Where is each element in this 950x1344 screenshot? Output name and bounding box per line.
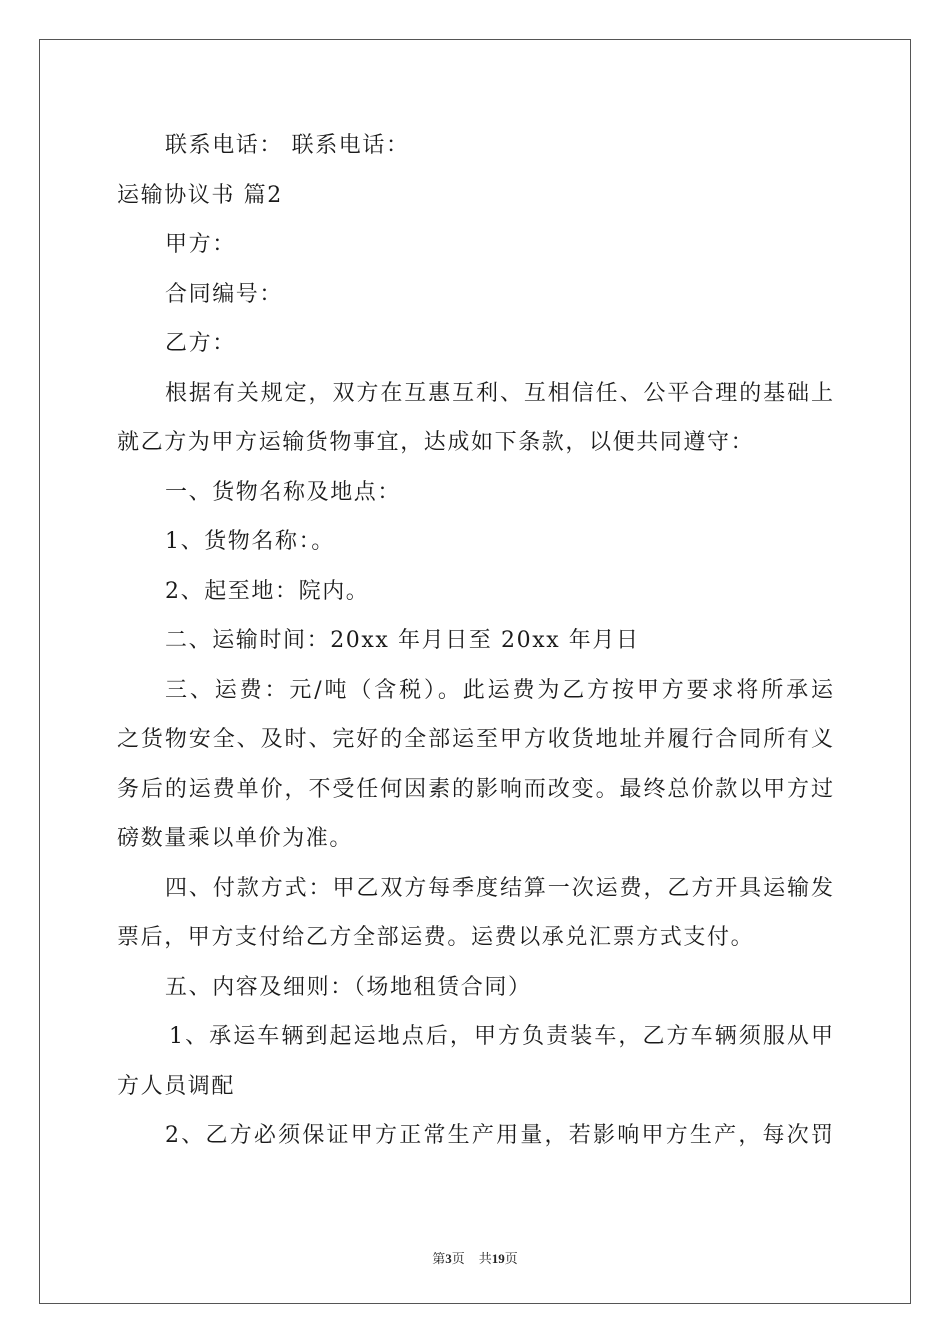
page-unit: 页 [451, 1251, 465, 1266]
paragraph-line: 就乙方为甲方运输货物事宜，达成如下条款，以便共同遵守： [117, 430, 755, 455]
paragraph-line: 根据有关规定，双方在互惠互利、互相信任、公平合理的基础上 [165, 380, 833, 406]
page-prefix: 第 [432, 1251, 446, 1266]
party-b-line: 乙方： [165, 331, 236, 356]
total-unit: 页 [504, 1251, 518, 1266]
contact-phone-line: 联系电话： 联系电话： [165, 133, 410, 158]
paragraph-line: 四、付款方式：甲乙双方每季度结算一次运费，乙方开具运输发 [165, 875, 833, 901]
section-title: 运输协议书 篇2 [117, 182, 283, 208]
paragraph-line: 磅数量乘以单价为准。 [117, 826, 354, 851]
clause-item: 1、货物名称：。 [165, 529, 335, 554]
paragraph-line: 1、承运车辆到起运地点后，甲方负责装车，乙方车辆须服从甲 [169, 1024, 833, 1049]
paragraph-line: 务后的运费单价，不受任何因素的影响而改变。最终总价款以甲方过 [117, 776, 833, 802]
document-body [117, 121, 833, 1161]
clause-heading: 一、货物名称及地点： [165, 479, 402, 505]
paragraph-line: 之货物安全、及时、完好的全部运至甲方收货地址并履行合同所有义 [117, 727, 833, 752]
paragraph-line: 票后，甲方支付给乙方全部运费。运费以承兑汇票方式支付。 [117, 925, 755, 950]
contract-number-line: 合同编号： [165, 281, 284, 307]
page-total: 19 [491, 1251, 505, 1266]
paragraph-line: 2、乙方必须保证甲方正常生产用量，若影响甲方生产，每次罚 [165, 1123, 833, 1148]
clause-heading: 五、内容及细则：（场地租赁合同） [165, 974, 532, 1000]
page-current: 3 [445, 1251, 452, 1266]
page-footer [0, 1248, 950, 1267]
paragraph-line: 方人员调配 [117, 1073, 236, 1099]
total-prefix: 共 [478, 1251, 492, 1266]
paragraph-line: 三、运费：元/吨（含税）。此运费为乙方按甲方要求将所承运 [165, 677, 833, 703]
clause-item: 2、起至地：院内。 [165, 578, 370, 604]
party-a-line: 甲方： [165, 232, 236, 257]
clause-heading: 二、运输时间：20xx 年月日至 20xx 年月日 [165, 628, 640, 653]
